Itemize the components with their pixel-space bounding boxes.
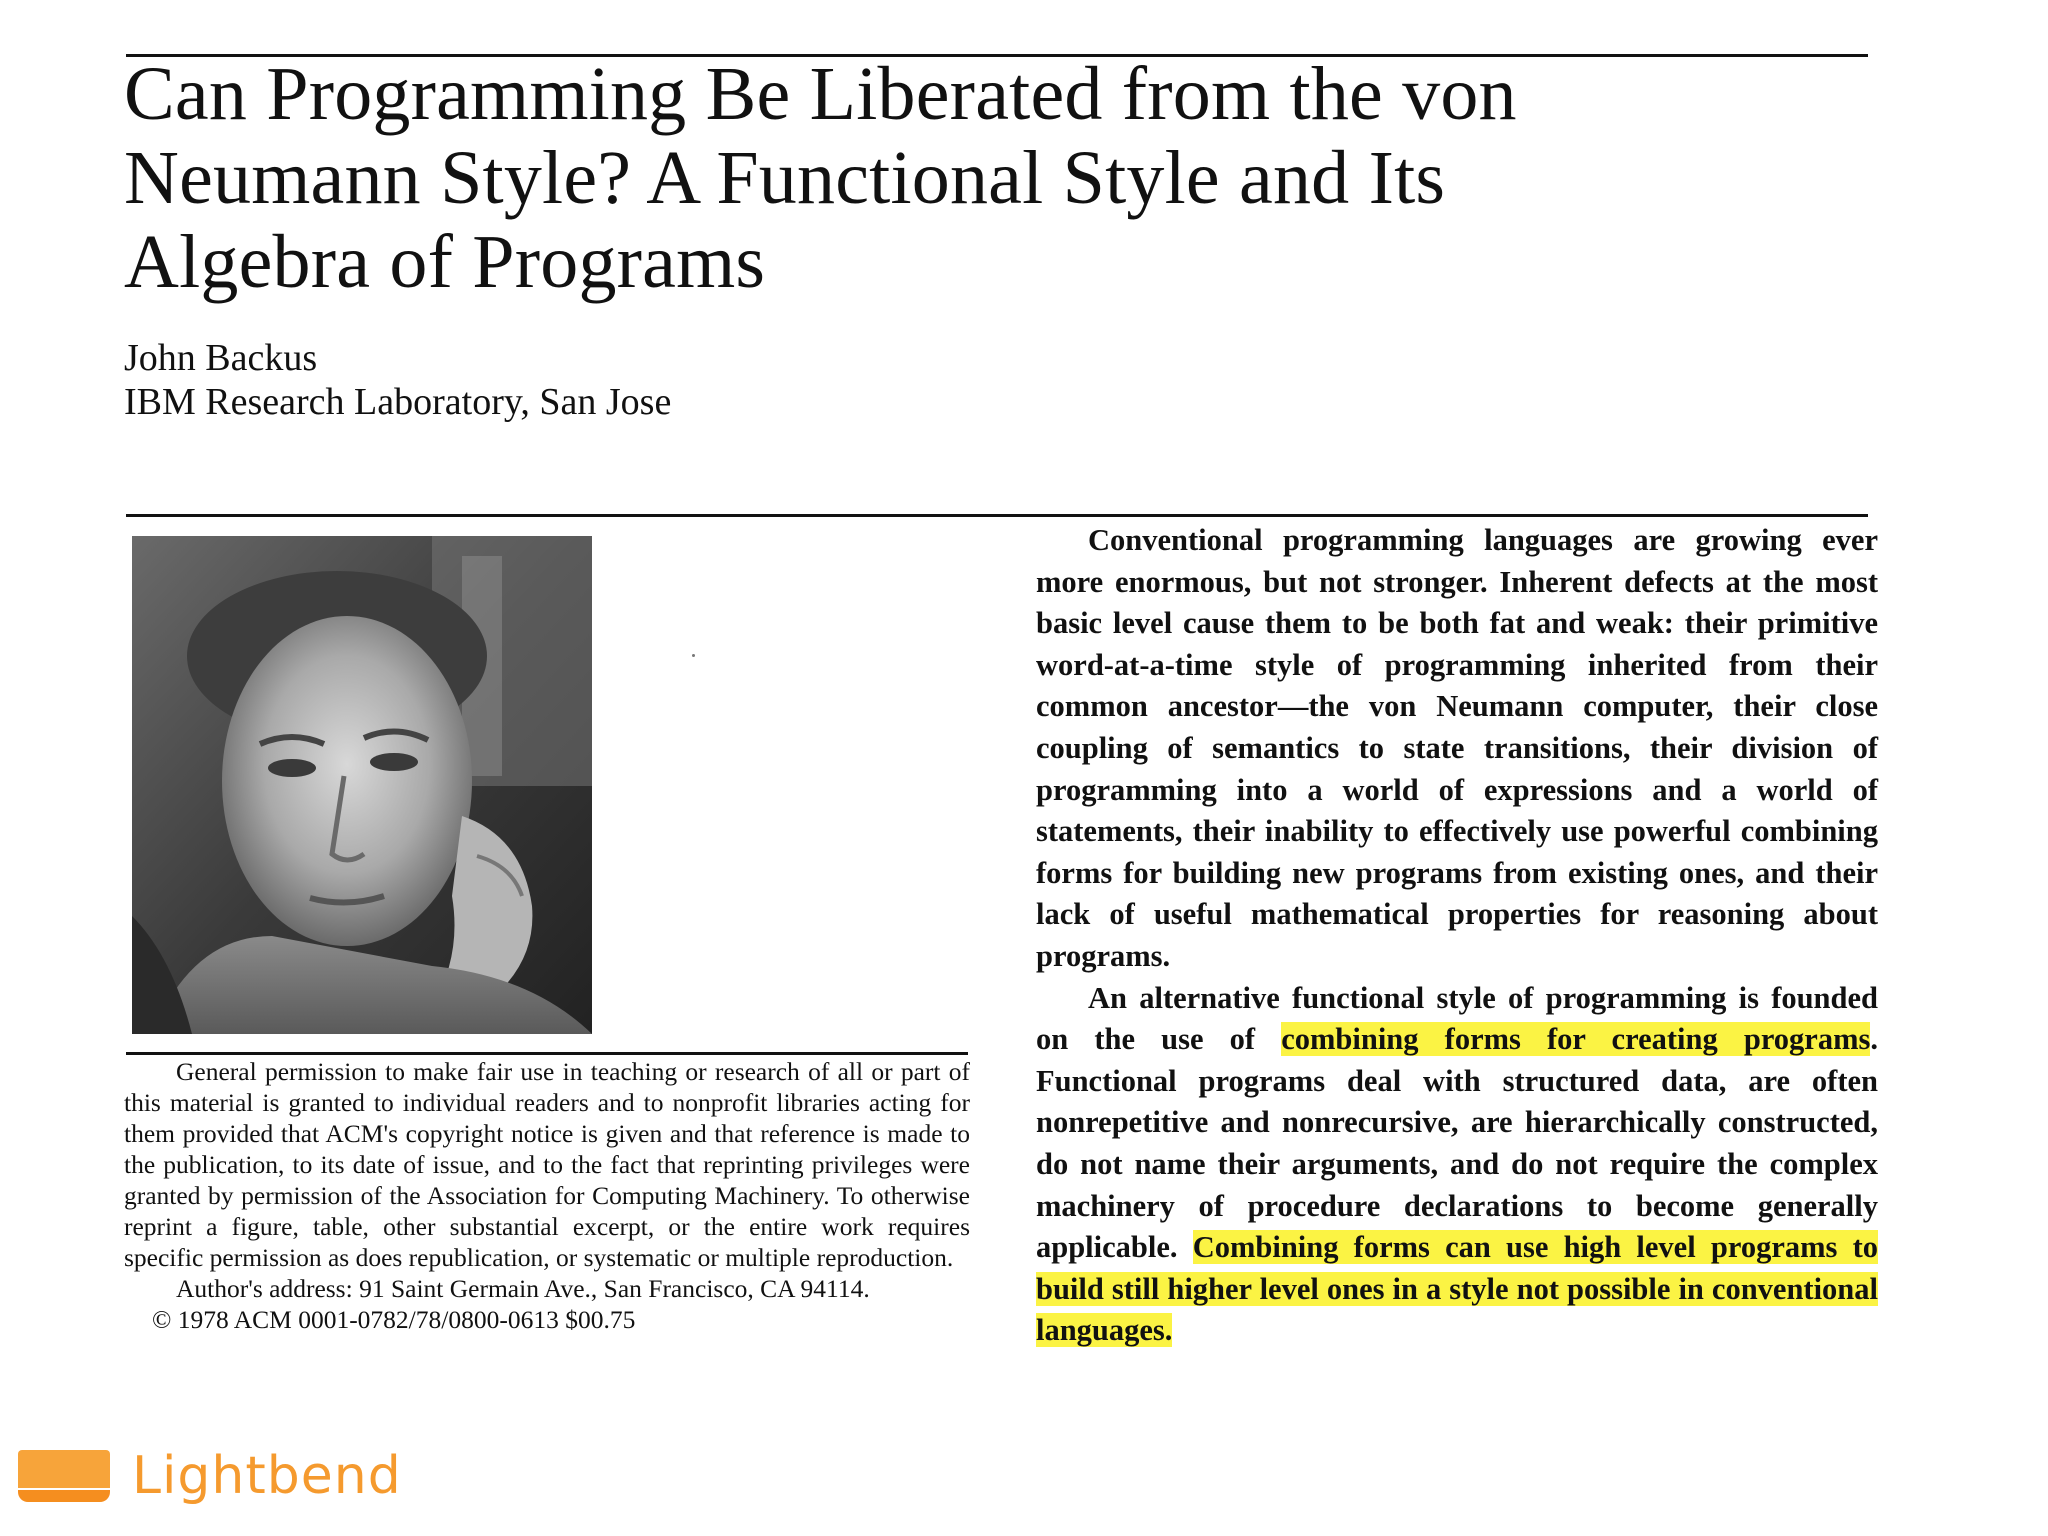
abstract-p2-text-b: . Functional programs deal with structured data, are often nonrepetitive and nonrecursive, are hierarchically constructed, do not name their arguments, and do not require the complex machinery of procedure declarations to become generally applicable.	[1036, 1022, 1878, 1265]
abstract-paragraph-1: Conventional programming languages are growing ever more enormous, but not stronger. Inherent defects at the most basic level cause them to be both fat and weak: their primitive word-at-a-time style of programming inherited from their common ancestor—the von Neumann computer, their close coupling of semantics to state transitions, their division of programming into a world of expressions and a world of statements, their inability to effectively use powerful combining forms for building new programs from existing ones, and their lack of useful mathematical properties for reasoning about programs.	[1036, 523, 1878, 973]
highlight-combining-forms: combining forms for creating programs	[1281, 1022, 1871, 1057]
abstract-p2-text-a: An alternative functional style of programming is founded on the use of	[1036, 980, 1878, 1057]
permission-text: General permission to make fair use in teaching or research of all or part of this material is granted to individual readers and to nonprofit libraries acting for them provided that ACM's copyright notice is given and that reference is made to the publication, to its date of issue, and to the fact that reprinting privileges were granted by permission of the Association for Computing Machinery. To otherwise reprint a figure, table, other substantial excerpt, or the entire work requires specific permission as does republication, or systematic or multiple reproduction.	[124, 1057, 970, 1272]
author-photo	[132, 536, 592, 1034]
title-line-1: Can Programming Be Liberated from the von	[124, 52, 1517, 136]
abstract-paragraph-2	[1036, 978, 1878, 1352]
copyright-notice	[124, 1056, 970, 1335]
lightbend-logo	[18, 1448, 402, 1504]
author-address: Author's address: 91 Saint Germain Ave., San Francisco, CA 94114.	[176, 1274, 870, 1303]
lightbend-mark-icon	[18, 1450, 110, 1502]
paper-title	[124, 52, 1884, 304]
highlight-high-level-programs: Combining forms can use high level programs to build still higher level ones in a style not possible in conventional languages.	[1036, 1230, 1878, 1348]
copyright-line: © 1978 ACM 0001-0782/78/0800-0613 $00.75	[152, 1305, 636, 1334]
author-affiliation: IBM Research Laboratory, San Jose	[124, 381, 672, 423]
author-name: John Backus	[124, 337, 318, 379]
title-line-2: Neumann Style? A Functional Style and Its	[124, 136, 1446, 220]
section-rule	[126, 514, 1868, 517]
abstract	[1036, 520, 1878, 1352]
notice-rule	[126, 1052, 968, 1055]
title-line-3: Algebra of Programs	[124, 220, 766, 304]
lightbend-wordmark: Lightbend	[132, 1446, 402, 1506]
author-block	[124, 336, 671, 424]
scan-speck	[692, 654, 695, 657]
